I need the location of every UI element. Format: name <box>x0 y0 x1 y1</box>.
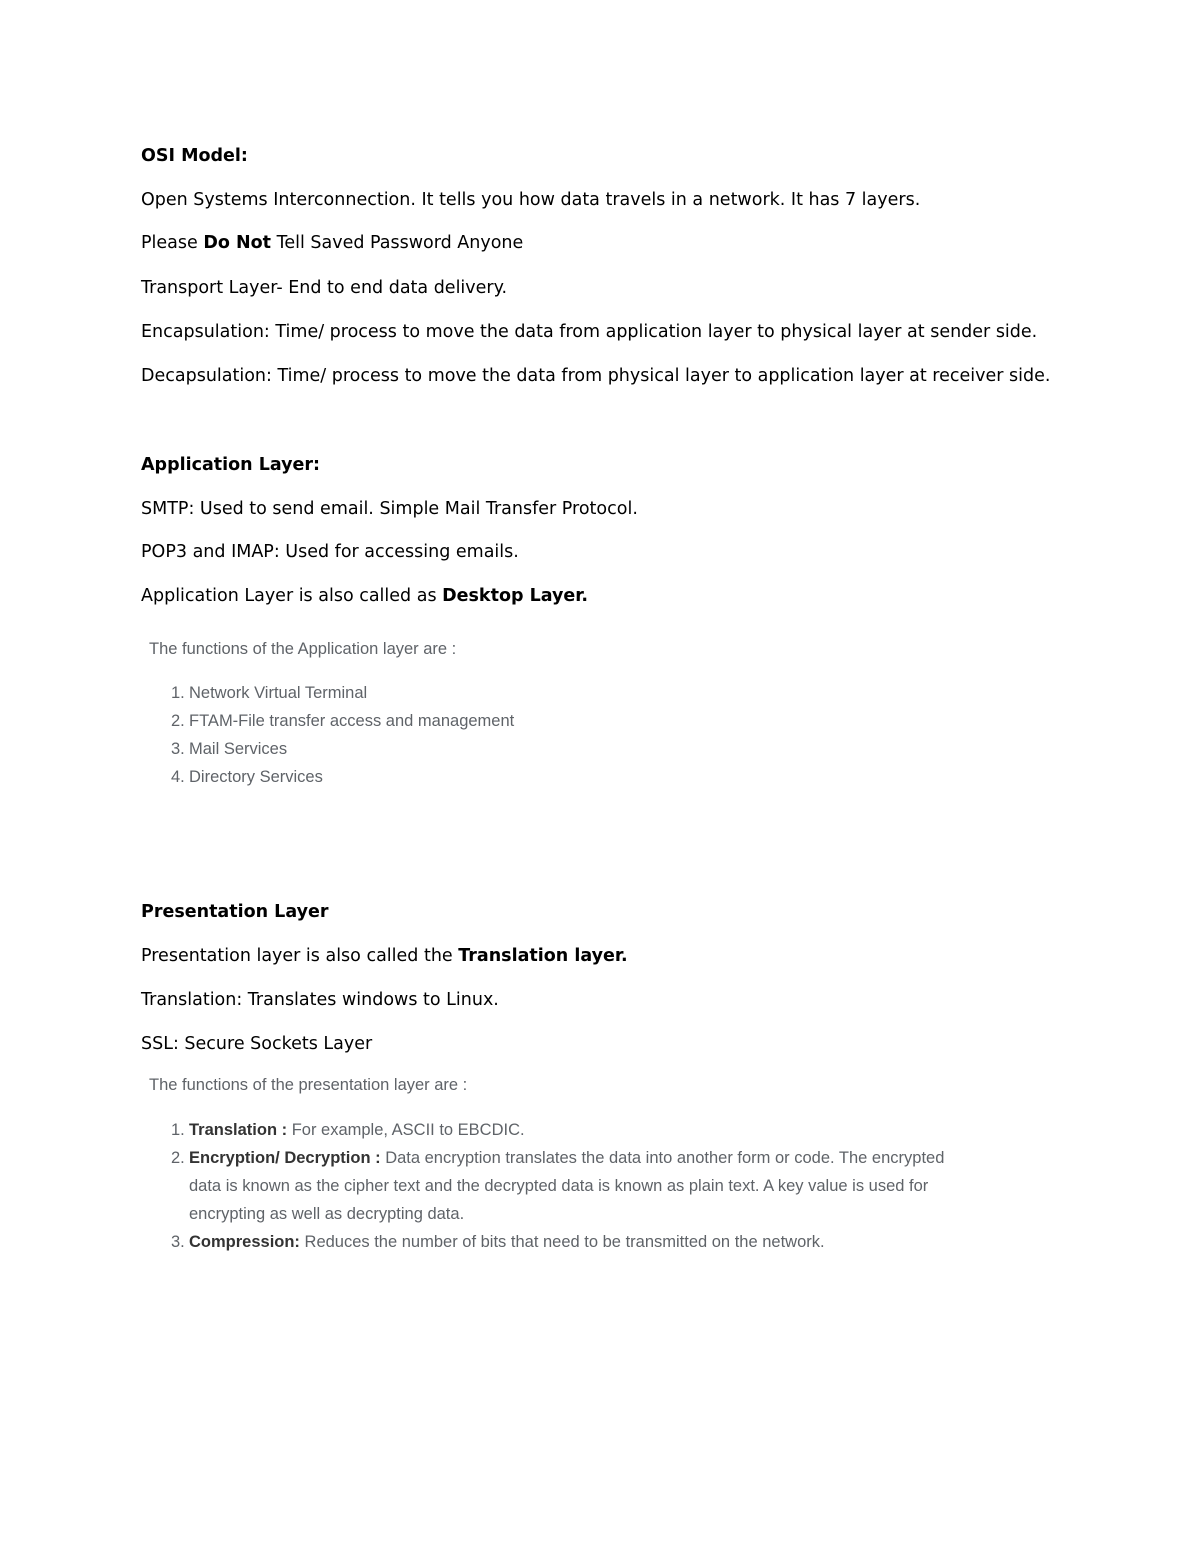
application-heading: Application Layer: <box>141 455 321 475</box>
list-text: Network Virtual Terminal <box>189 684 368 702</box>
mnemonic-prefix: Please <box>141 233 204 253</box>
list-text: Mail Services <box>189 740 288 758</box>
list-number: 3. <box>171 740 185 758</box>
presentation-heading: Presentation Layer <box>141 902 329 922</box>
presentation-functions-list <box>149 1116 949 1256</box>
list-term: Translation : <box>189 1121 288 1139</box>
application-alias-line <box>141 585 588 607</box>
decapsulation-line: Decapsulation: Time/ process to move the data from physical layer to application layer at receiver side. <box>141 366 1051 386</box>
osi-intro: Open Systems Interconnection. It tells you how data travels in a network. It has 7 layers. <box>141 190 921 210</box>
application-alias-prefix: Application Layer is also called as <box>141 586 443 606</box>
list-item <box>149 707 949 735</box>
list-item <box>149 1116 949 1144</box>
smtp-line: SMTP: Used to send email. Simple Mail Transfer Protocol. <box>141 499 638 519</box>
osi-mnemonic <box>141 232 523 254</box>
list-item <box>149 735 949 763</box>
list-item <box>149 1228 949 1256</box>
list-text: FTAM-File transfer access and management <box>189 712 515 730</box>
list-text: For example, ASCII to EBCDIC. <box>287 1121 525 1139</box>
transport-line: Transport Layer- End to end data delivery. <box>141 278 508 298</box>
list-term: Encryption/ Decryption : <box>189 1149 381 1167</box>
application-functions-snippet <box>149 639 949 791</box>
list-item <box>149 1144 949 1228</box>
list-number: 1. <box>171 684 185 702</box>
presentation-functions-intro: The functions of the presentation layer are : <box>149 1076 468 1094</box>
presentation-functions-snippet <box>149 1075 949 1256</box>
presentation-alias-line <box>141 945 628 967</box>
osi-heading: OSI Model: <box>141 146 248 166</box>
presentation-alias-bold: Translation layer. <box>458 946 628 966</box>
application-functions-list <box>149 679 949 791</box>
encapsulation-line: Encapsulation: Time/ process to move the data from application layer to physical layer at sender side. <box>141 322 1038 342</box>
ssl-line: SSL: Secure Sockets Layer <box>141 1034 373 1054</box>
list-number: 2. <box>171 1149 185 1167</box>
application-functions-intro: The functions of the Application layer are : <box>149 640 457 658</box>
list-number: 1. <box>171 1121 185 1139</box>
application-alias-bold: Desktop Layer. <box>442 586 589 606</box>
list-item <box>149 679 949 707</box>
list-term: Compression: <box>189 1233 300 1251</box>
list-number: 2. <box>171 712 185 730</box>
list-number: 3. <box>171 1233 185 1251</box>
list-text: Directory Services <box>189 768 323 786</box>
list-item <box>149 763 949 791</box>
mnemonic-suffix: Tell Saved Password Anyone <box>271 233 524 253</box>
mnemonic-bold: Do Not <box>203 233 272 253</box>
list-text: Data encryption translates the data into another form or code. The encrypted data is known as the cipher text and the decrypted data is known as plain text. A key value is used for encrypting as well as decrypting data. <box>189 1149 945 1223</box>
list-number: 4. <box>171 768 185 786</box>
pop3-line: POP3 and IMAP: Used for accessing emails. <box>141 542 519 562</box>
presentation-alias-prefix: Presentation layer is also called the <box>141 946 459 966</box>
translation-line: Translation: Translates windows to Linux. <box>141 990 499 1010</box>
list-text: Reduces the number of bits that need to be transmitted on the network. <box>299 1233 825 1251</box>
